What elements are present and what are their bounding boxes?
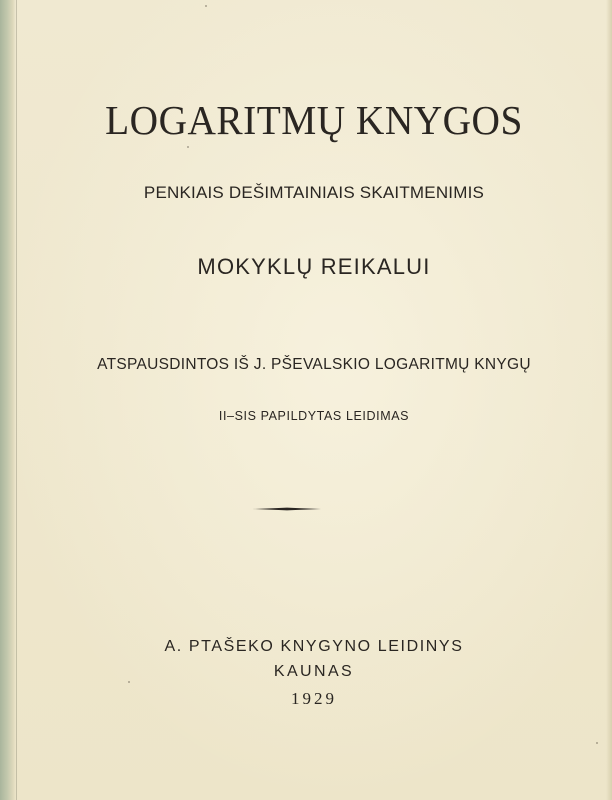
paper-speck xyxy=(205,5,207,7)
paper-speck xyxy=(596,742,598,744)
publication-city: KAUNAS xyxy=(273,663,355,680)
paper-speck xyxy=(128,681,130,683)
book-binding-edge xyxy=(0,0,16,800)
publication-year: 1929 xyxy=(291,689,337,708)
book-title: LOGARITMŲ KNYGOS xyxy=(105,97,523,143)
book-purpose: MOKYKLŲ REIKALUI xyxy=(197,254,431,279)
paper-speck xyxy=(187,146,189,148)
book-edition: II–SIS PAPILDYTAS LEIDIMAS xyxy=(218,409,410,423)
book-source-note: ATSPAUSDINTOS IŠ J. PŠEVALSKIO LOGARITMŲ KNYGŲ xyxy=(97,356,531,373)
book-subtitle: PENKIAIS DEŠIMTAINIAIS SKAITMENIMIS xyxy=(143,183,485,202)
ornamental-rule-icon xyxy=(253,507,321,511)
publisher-line: A. PTAŠEKO KNYGYNO LEIDINYS xyxy=(164,638,464,655)
